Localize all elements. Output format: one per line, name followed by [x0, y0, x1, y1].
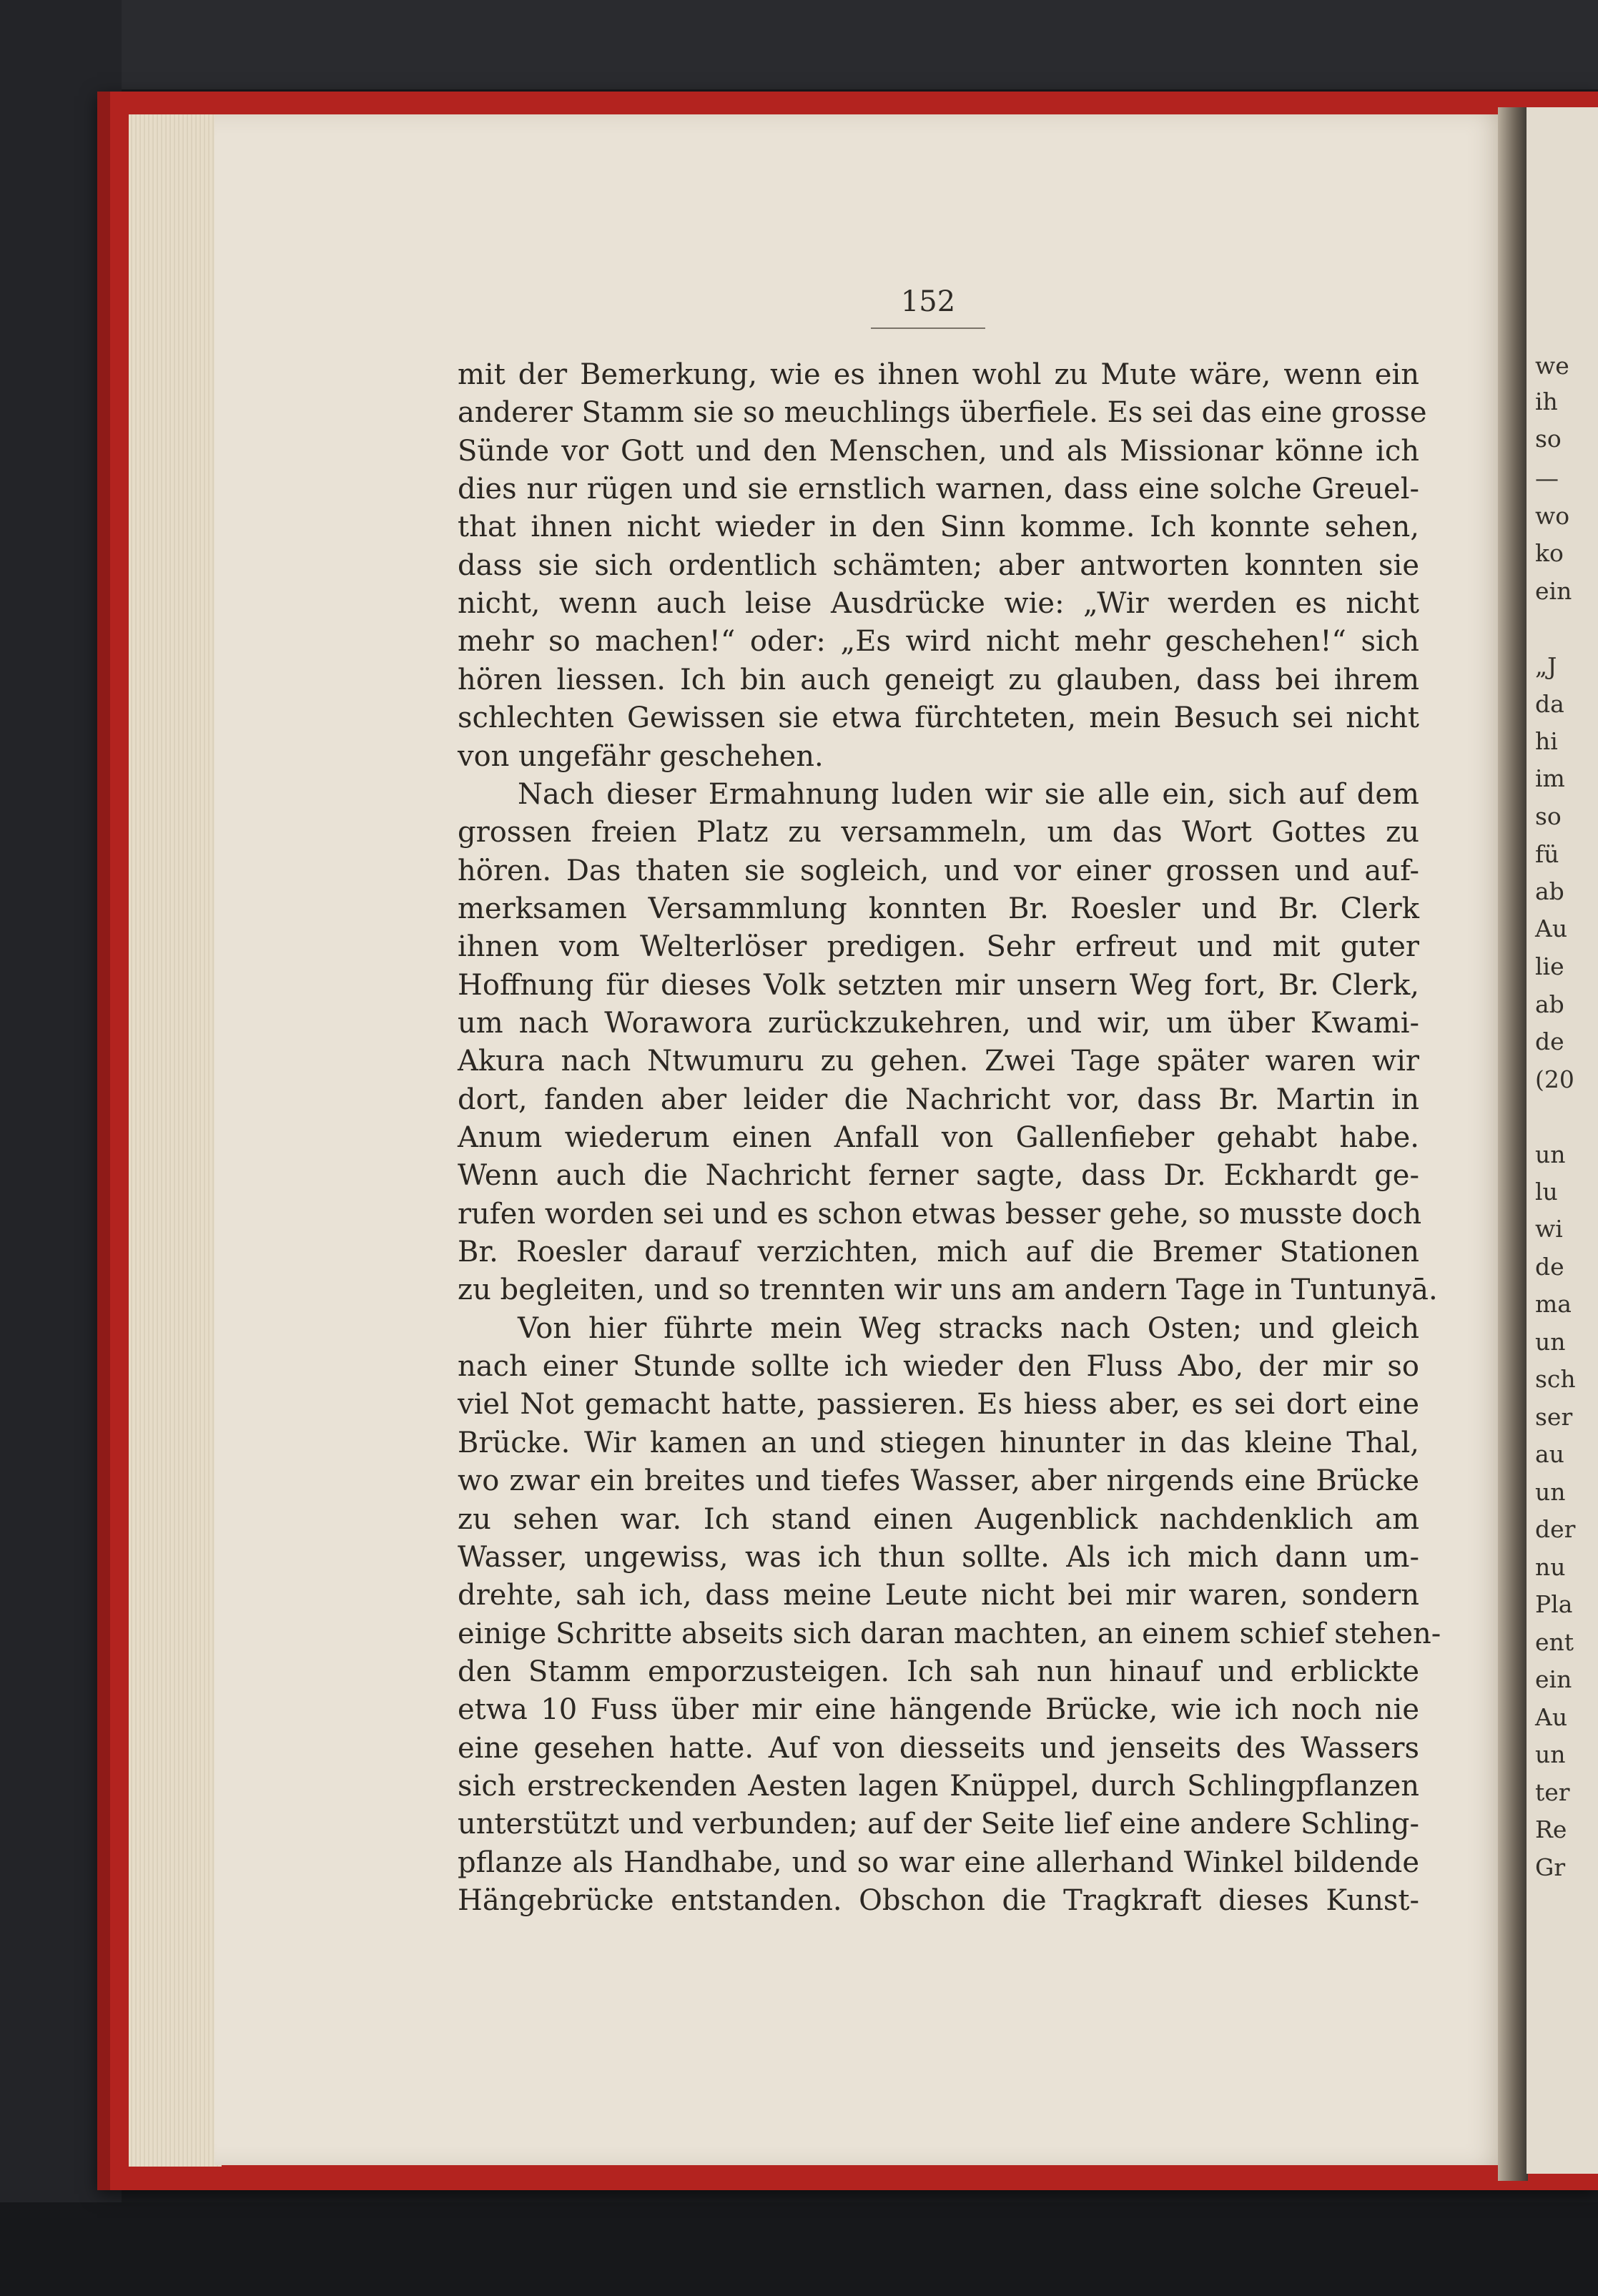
facing-page-text: ser — [1535, 1403, 1573, 1431]
text-line: Akura nach Ntwumuru zu gehen. Zwei Tage später waren wir — [458, 1045, 1419, 1078]
text-line: zu sehen war. Ich stand einen Augenblick nachdenklich am — [458, 1502, 1419, 1536]
cover-spine-edge — [97, 92, 110, 2190]
facing-page-text: Re — [1535, 1815, 1567, 1843]
text-line: rufen worden sei und es schon etwas besser gehe, so musste doch — [458, 1197, 1422, 1231]
facing-page-text: au — [1535, 1440, 1564, 1468]
page-edges — [129, 114, 222, 2167]
text-line: Nach dieser Ermahnung luden wir sie alle ein, sich auf dem — [518, 777, 1419, 811]
text-line: wo zwar ein breites und tiefes Wasser, aber nirgends eine Brücke — [458, 1464, 1419, 1498]
facing-page-text: wo — [1535, 502, 1570, 530]
facing-page-text: de — [1535, 1253, 1564, 1281]
text-line: sich erstreckenden Aesten lagen Knüppel, durch Schlingpflanzen — [458, 1769, 1419, 1803]
text-line: dort, fanden aber leider die Nachricht vor, dass Br. Martin in — [458, 1083, 1419, 1116]
text-line: dies nur rügen und sie ernstlich warnen, dass eine solche Greuel- — [458, 473, 1419, 506]
text-line: von ungefähr geschehen. — [458, 739, 824, 773]
text-line: den Stamm emporzusteigen. Ich sah nun hinauf und erblickte — [458, 1655, 1419, 1688]
text-line: etwa 10 Fuss über mir eine hängende Brücke, wie ich noch nie — [458, 1693, 1419, 1727]
text-line: hören liessen. Ich bin auch geneigt zu glauben, dass bei ihrem — [458, 663, 1419, 696]
text-line: einige Schritte abseits sich daran machten, an einem schief stehen- — [458, 1617, 1441, 1650]
text-line: um nach Worawora zurückzukehren, und wir, um über Kwami- — [458, 1006, 1419, 1040]
text-line: nicht, wenn auch leise Ausdrücke wie: „Wir werden es nicht — [458, 587, 1419, 621]
facing-page-text: sch — [1535, 1365, 1576, 1393]
text-line: nach einer Stunde sollte ich wieder den Fluss Abo, der mir so — [458, 1350, 1419, 1384]
text-line: Wenn auch die Nachricht ferner sagte, dass Dr. Eckhardt ge- — [458, 1159, 1419, 1193]
facing-page-text: un — [1535, 1740, 1566, 1768]
background-top — [0, 0, 1598, 89]
facing-page-text: un — [1535, 1478, 1566, 1506]
text-line: viel Not gemacht hatte, passieren. Es hiess aber, es sei dort eine — [458, 1388, 1419, 1422]
text-line: pflanze als Handhabe, und so war eine allerhand Winkel bildende — [458, 1846, 1419, 1879]
text-line: unterstützt und verbunden; auf der Seite lief eine andere Schling- — [458, 1808, 1419, 1841]
facing-page-text: ih — [1535, 388, 1558, 415]
text-line: merksamen Versammlung konnten Br. Roesler und Br. Clerk — [458, 892, 1419, 925]
facing-page-text: un — [1535, 1140, 1566, 1168]
text-line: zu begleiten, und so trennten wir uns am andern Tage in Tuntunyā. — [458, 1273, 1438, 1307]
facing-page-text: so — [1535, 802, 1562, 830]
text-line: Wasser, ungewiss, was ich thun sollte. Als ich mich dann um- — [458, 1540, 1419, 1574]
facing-page-text: ab — [1535, 877, 1564, 905]
facing-page-text: Au — [1535, 1703, 1568, 1731]
facing-page-text: wi — [1535, 1215, 1563, 1243]
facing-page-fragment — [1527, 107, 1598, 2174]
facing-page-text: ter — [1535, 1778, 1570, 1806]
text-line: mehr so machen!“ oder: „Es wird nicht mehr geschehen!“ sich — [458, 625, 1419, 659]
text-line: mit der Bemerkung, wie es ihnen wohl zu Mute wäre, wenn ein — [458, 358, 1419, 391]
facing-page-text: lu — [1535, 1178, 1558, 1206]
facing-page-text: de — [1535, 1028, 1564, 1055]
page-number-rule — [871, 327, 985, 329]
facing-page-text: so — [1535, 425, 1562, 453]
facing-page-text: un — [1535, 1328, 1566, 1356]
facing-page-text: Gr — [1535, 1853, 1566, 1881]
facing-page-text: nu — [1535, 1553, 1566, 1581]
text-line: ihnen vom Welterlöser predigen. Sehr erfreut und mit guter — [458, 930, 1419, 964]
facing-page-text: im — [1535, 764, 1565, 792]
background-bottom — [0, 2202, 1598, 2296]
facing-page-text: ab — [1535, 990, 1564, 1018]
text-line: eine gesehen hatte. Auf von diesseits und jenseits des Wassers — [458, 1731, 1419, 1765]
facing-page-text: ma — [1535, 1290, 1572, 1318]
facing-page-text: ent — [1535, 1628, 1574, 1656]
facing-page-text: ein — [1535, 1665, 1572, 1693]
book-gutter — [1498, 107, 1528, 2181]
text-line: hören. Das thaten sie sogleich, und vor einer grossen und auf- — [458, 854, 1419, 887]
text-line: that ihnen nicht wieder in den Sinn komme. Ich konnte sehen, — [458, 511, 1419, 544]
facing-page-text: Au — [1535, 915, 1568, 942]
text-line: Sünde vor Gott und den Menschen, und als Missionar könne ich — [458, 434, 1419, 468]
facing-page-text: ko — [1535, 539, 1564, 567]
text-line: dass sie sich ordentlich schämten; aber antworten konnten sie — [458, 548, 1419, 582]
facing-page-text: hi — [1535, 727, 1558, 755]
facing-page-text: lie — [1535, 952, 1564, 980]
facing-page-text: fü — [1535, 840, 1559, 868]
facing-page-text: (20 — [1535, 1065, 1574, 1093]
facing-page-text: we — [1535, 352, 1569, 380]
facing-page-text: da — [1535, 690, 1564, 718]
page-number: 152 — [900, 285, 956, 318]
text-line: Hängebrücke entstanden. Obschon die Tragkraft dieses Kunst- — [458, 1884, 1419, 1917]
facing-page-text: der — [1535, 1515, 1576, 1543]
text-line: Br. Roesler darauf verzichten, mich auf die Bremer Stationen — [458, 1236, 1419, 1269]
text-line: anderer Stamm sie so meuchlings überfiele. Es sei das eine grosse — [458, 396, 1427, 430]
facing-page-text: Pla — [1535, 1590, 1573, 1618]
text-line: Hoffnung für dieses Volk setzten mir unsern Weg fort, Br. Clerk, — [458, 968, 1419, 1002]
facing-page-text: ein — [1535, 577, 1572, 605]
text-line: grossen freien Platz zu versammeln, um das Wort Gottes zu — [458, 816, 1419, 849]
text-line: schlechten Gewissen sie etwa fürchteten, mein Besuch sei nicht — [458, 701, 1419, 735]
text-line: drehte, sah ich, dass meine Leute nicht bei mir waren, sondern — [458, 1579, 1419, 1612]
text-line: Von hier führte mein Weg stracks nach Osten; und gleich — [518, 1311, 1419, 1345]
text-line: Anum wiederum einen Anfall von Gallenfieber gehabt habe. — [458, 1121, 1419, 1154]
facing-page-text: — — [1535, 464, 1559, 492]
text-line: Brücke. Wir kamen an und stiegen hinunter in das kleine Thal, — [458, 1426, 1419, 1459]
facing-page-text: „J — [1535, 652, 1557, 680]
